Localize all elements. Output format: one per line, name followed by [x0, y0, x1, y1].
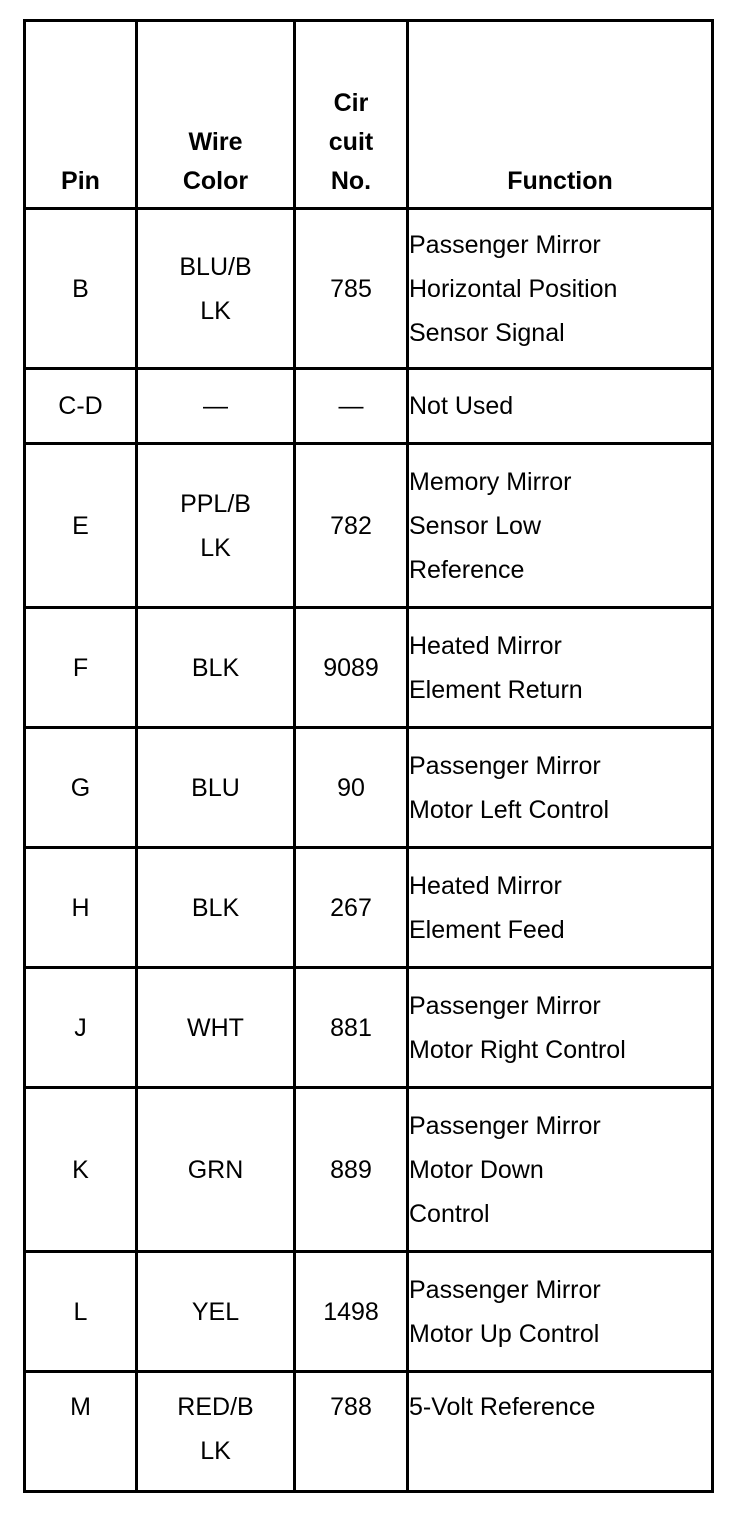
pin-cell: L — [25, 1252, 137, 1372]
wire-color-cell — [137, 369, 295, 444]
wire-color-cell — [137, 848, 295, 968]
table-row — [25, 369, 713, 444]
pin-cell: B — [25, 209, 137, 369]
pin-cell: M — [25, 1372, 137, 1492]
function-text: Not Used — [409, 392, 514, 420]
wire-color-text: BLK — [191, 653, 240, 682]
wire-color-text: GRN — [187, 1155, 244, 1184]
wire-color-cell — [137, 1088, 295, 1252]
pin-column-header: Pin — [25, 21, 137, 209]
circuit-number-cell: 889 — [295, 1088, 408, 1252]
pin-cell: E — [25, 444, 137, 608]
function-text: Passenger Mirror — [409, 230, 601, 259]
table-row — [25, 608, 713, 728]
function-text: Element Return — [409, 675, 583, 704]
function-text: Heated Mirror — [409, 871, 562, 900]
function-text: Passenger Mirror — [409, 1111, 601, 1140]
function-text: Sensor Signal — [409, 318, 565, 347]
wire-color-cell — [137, 209, 295, 369]
circuit-number-cell: 788 — [295, 1372, 408, 1492]
function-cell — [408, 1372, 713, 1492]
pin-cell: G — [25, 728, 137, 848]
wire-color-cell — [137, 1372, 295, 1492]
function-text: Passenger Mirror — [409, 751, 601, 780]
function-cell — [408, 968, 713, 1088]
table-row — [25, 444, 713, 608]
function-text: Control — [409, 1199, 490, 1228]
function-text: Element Feed — [409, 915, 565, 944]
wire-color-text: LK — [200, 296, 231, 325]
function-column-header: Function — [408, 21, 713, 209]
function-text: Passenger Mirror — [409, 1275, 601, 1304]
table-row — [25, 1252, 713, 1372]
circuit-number-cell: 90 — [295, 728, 408, 848]
wire-color-cell — [137, 1252, 295, 1372]
wire-color-text: BLU/B — [179, 252, 252, 281]
function-cell — [408, 1252, 713, 1372]
function-text: 5-Volt Reference — [409, 1393, 596, 1421]
pin-cell: J — [25, 968, 137, 1088]
pin-cell: F — [25, 608, 137, 728]
function-cell — [408, 209, 713, 369]
wire-color-text: — — [203, 392, 228, 420]
circuit-number-cell: 881 — [295, 968, 408, 1088]
function-text: Passenger Mirror — [409, 991, 601, 1020]
circuit-number-cell: 782 — [295, 444, 408, 608]
wire-color-cell — [137, 444, 295, 608]
circuit-number-cell: 267 — [295, 848, 408, 968]
function-text: Motor Right Control — [409, 1035, 626, 1064]
wire-color-text: BLK — [191, 893, 240, 922]
function-text: Memory Mirror — [409, 467, 572, 496]
function-cell — [408, 444, 713, 608]
wire-color-text: LK — [200, 1437, 231, 1465]
wire-color-text: RED/B — [177, 1393, 254, 1421]
table-row — [25, 848, 713, 968]
function-text: Reference — [409, 555, 525, 584]
circuit-number-cell: 9089 — [295, 608, 408, 728]
wire-color-text: WHT — [187, 1013, 244, 1042]
function-cell — [408, 369, 713, 444]
wire-color-text: LK — [200, 533, 231, 562]
function-text: Horizontal Position — [409, 274, 618, 303]
wire-color-column-header: Wire Color — [137, 21, 295, 209]
circuit-number-cell: 785 — [295, 209, 408, 369]
table-row — [25, 968, 713, 1088]
table-row — [25, 209, 713, 369]
circuit-number-column-header: Cir cuit No. — [295, 21, 408, 209]
function-cell — [408, 728, 713, 848]
circuit-number-cell: 1498 — [295, 1252, 408, 1372]
wire-color-cell — [137, 968, 295, 1088]
function-text: Motor Down — [409, 1155, 544, 1184]
wire-color-cell — [137, 608, 295, 728]
table-row — [25, 1372, 713, 1492]
function-text: Heated Mirror — [409, 631, 562, 660]
function-text: Sensor Low — [409, 511, 542, 540]
function-text: Motor Up Control — [409, 1319, 600, 1348]
table-row — [25, 728, 713, 848]
function-text: Motor Left Control — [409, 795, 610, 824]
pinout-table — [23, 19, 714, 1493]
circuit-number-cell: — — [295, 369, 408, 444]
function-cell — [408, 1088, 713, 1252]
pin-cell: C-D — [25, 369, 137, 444]
table-row — [25, 1088, 713, 1252]
wire-color-cell — [137, 728, 295, 848]
wire-color-text: BLU — [191, 773, 240, 802]
pin-cell: H — [25, 848, 137, 968]
wire-color-text: PPL/B — [180, 489, 251, 518]
function-cell — [408, 848, 713, 968]
pin-cell: K — [25, 1088, 137, 1252]
header-row — [25, 21, 713, 209]
wire-color-text: YEL — [191, 1297, 240, 1326]
function-cell — [408, 608, 713, 728]
